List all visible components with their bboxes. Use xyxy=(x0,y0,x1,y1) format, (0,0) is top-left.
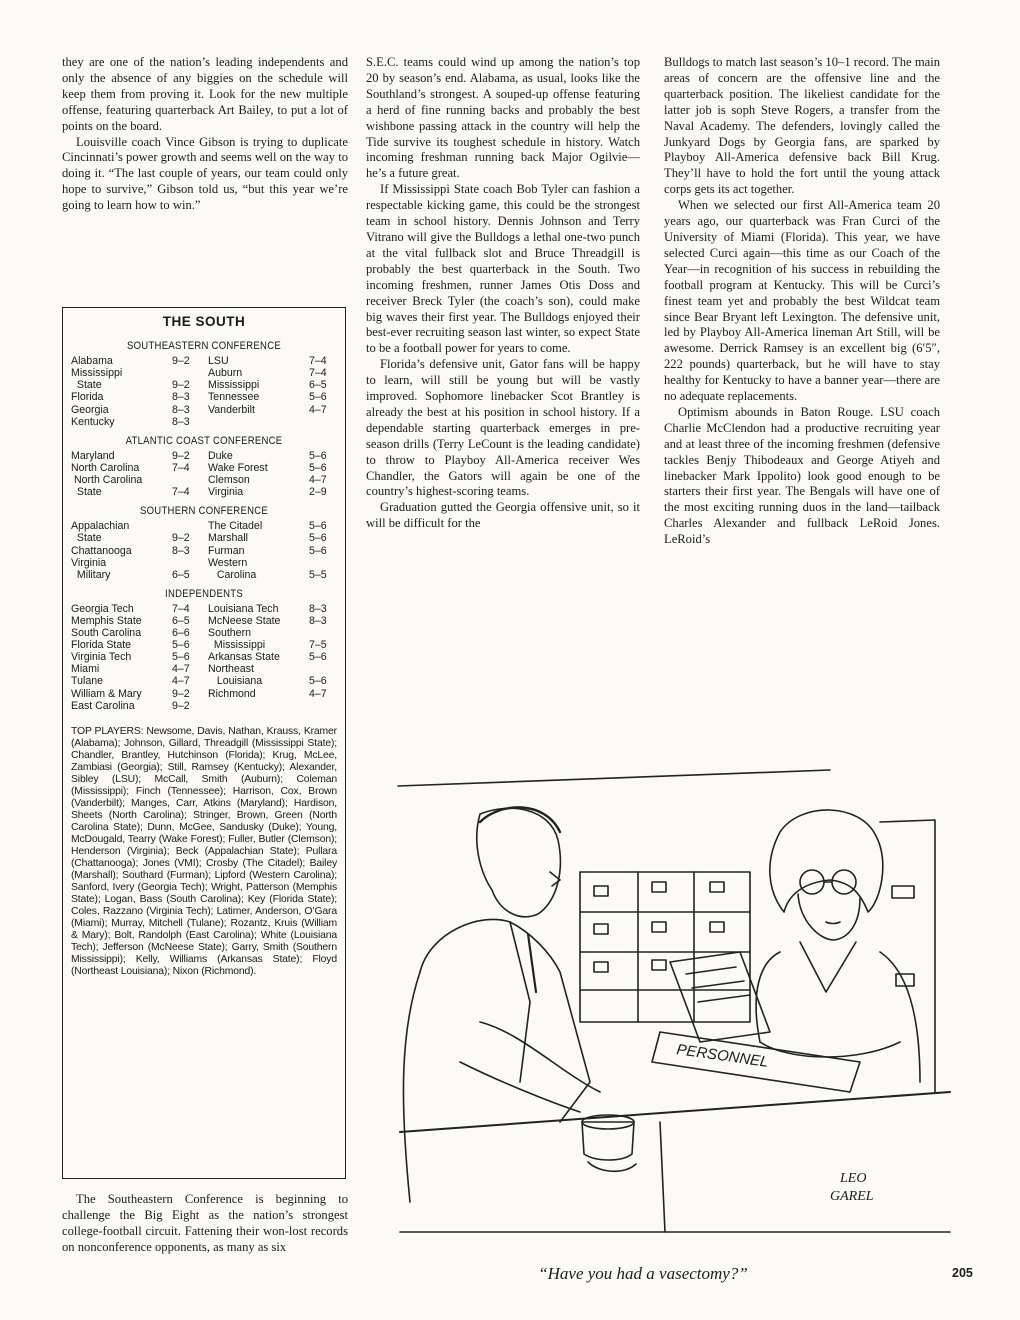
top-players: TOP PLAYERS: Newsome, Davis, Nathan, Krauss, Kramer (Alabama); Johnson, Gillard, Threadgill (Mississippi State); Chandler, Brantley, Hutchinson (Florida); Krug, McLee, Zambiasi (Georgia); Still, Ramsey (Kentucky); Alexander, Sibley (LSU); McCall, Smith (Auburn); Coleman (Mississippi); Finch (Tennessee); Harrison, Cox, Brown (Vanderbilt); Manges, Carr, Atkins (Maryland); Hardison, Sheets (North Carolina); Stringer, Brown, Green (North Carolina State); Dunn, McGee, Sandusky (Duke); Young, McDougald, Tearry (Wake Forest); Fuller, Butler (Clemson); Henderson (Virginia); Beck (Appalachian State); Pullara (Chattanooga); Jones (VMI); Crosby (The Citadel); Bailey (Marshall); Southard (Furman); Lipford (Western Carolina); Sanford, Ivery (Georgia Tech); Wright, Patterson (Memphis State); Logan, Bass (South Carolina); Key (Florida State); Coles, Razzano (Virginia Tech); Latimer, Anderson, O’Gara (Miami); Murray, Mitchell (Tulane); Rozantz, Kruis (William & Mary); Bolt, Randolph (East Carolina); White (Louisiana Tech); Jefferson (McNeese State); Garry, Smith (Southern Mississippi); Kelly, Williams (Arkansas State); Floyd (Northeast Louisiana); Nixon (Richmond). xyxy=(71,725,337,977)
standings-row xyxy=(208,615,337,627)
team-record: 5–6 xyxy=(309,544,327,557)
team-record xyxy=(309,663,337,675)
standings-row xyxy=(71,675,200,687)
standings-row xyxy=(71,569,200,581)
team-record xyxy=(172,557,200,569)
paragraph: The Southeastern Conference is beginning to challenge the Big Eight as the nation’s strongest college-football circuit. Fattening their won-lost records on nonconference opponents, as many as six xyxy=(62,1192,348,1254)
team-record: 8–3 xyxy=(309,602,327,615)
team-name: LSU xyxy=(208,355,229,368)
team-name: Carolina xyxy=(208,568,257,581)
team-record: 5–6 xyxy=(309,461,327,474)
team-name: Louisiana Tech xyxy=(208,602,279,615)
team-record: 6–6 xyxy=(172,627,190,640)
team-name: Florida xyxy=(71,391,104,404)
standings-row xyxy=(71,700,200,712)
team-name: Appalachian xyxy=(71,520,130,533)
standings-row xyxy=(208,486,337,498)
standings-row xyxy=(208,367,337,379)
standings-column-right xyxy=(208,450,337,498)
standings-row xyxy=(71,627,200,639)
standings-table xyxy=(71,520,337,580)
standings-column-left xyxy=(71,603,200,712)
team-record: 6–5 xyxy=(172,568,190,581)
standings-row xyxy=(71,545,200,557)
standings-row xyxy=(208,520,337,532)
team-record: 5–6 xyxy=(309,651,327,664)
team-record xyxy=(172,367,200,379)
team-name: Mississippi xyxy=(71,367,123,380)
standings-row xyxy=(71,688,200,700)
team-name: Florida State xyxy=(71,639,132,652)
standings-row xyxy=(208,450,337,462)
team-record: 9–2 xyxy=(172,355,190,368)
team-record: 8–3 xyxy=(172,415,190,428)
team-name: North Carolina xyxy=(71,474,143,487)
team-record xyxy=(172,520,200,532)
team-name: Georgia xyxy=(71,403,109,416)
team-name: Miami xyxy=(71,663,100,676)
team-name: Military xyxy=(71,568,111,581)
conference-name: ATLANTIC COAST CONFERENCE xyxy=(125,434,283,447)
team-name: East Carolina xyxy=(71,699,135,712)
team-record: 2–9 xyxy=(309,486,327,499)
standings-row xyxy=(208,391,337,403)
standings-row xyxy=(71,557,200,569)
team-name: State xyxy=(71,532,102,545)
standings-row xyxy=(208,355,337,367)
team-record: 9–2 xyxy=(172,449,190,462)
standings-column-right xyxy=(208,603,337,712)
team-record: 9–2 xyxy=(172,532,190,545)
paragraph: Louisville coach Vince Gibson is trying to duplicate Cincinnati’s power growth and seems well on the way to doing it. “The last couple of years, our team could only hope to survive,” Gibson told us, “but this year we’re going to learn how to win.” xyxy=(62,134,348,213)
team-name: Auburn xyxy=(208,367,243,380)
team-name: Vanderbilt xyxy=(208,403,255,416)
team-name: Mississippi xyxy=(208,639,266,652)
column-2 xyxy=(366,55,640,532)
standings-row xyxy=(71,474,200,486)
standings-row xyxy=(71,355,200,367)
cartoon-illustration xyxy=(360,762,956,1262)
team-record xyxy=(309,627,337,639)
team-record: 4–7 xyxy=(172,663,190,676)
paragraph: Optimism abounds in Baton Rouge. LSU coach Charlie McClendon had a productive recruiting year and at least three of the incoming freshmen (defensive tackles Benjy Thibodeaux and George Atiyeh and linebacker Mark Ippolito) look good enough to be starters their first year. The Bengals will have one of the most exciting running duos in the land—tailback Charles Alexander and fullback LeRoid Jones. LeRoid’s xyxy=(664,404,940,547)
page-number: 205 xyxy=(952,1266,973,1280)
conference-name: INDEPENDENTS xyxy=(165,587,243,600)
conference-name: SOUTHEASTERN CONFERENCE xyxy=(126,340,282,353)
team-name: State xyxy=(71,486,102,499)
team-name: Duke xyxy=(208,449,233,462)
standings-row xyxy=(71,450,200,462)
standings-row xyxy=(71,520,200,532)
standings-column-right xyxy=(208,355,337,428)
the-south-sidebar xyxy=(62,307,346,1179)
standings-row xyxy=(208,474,337,486)
team-name: Tennessee xyxy=(208,391,260,404)
standings-column-left xyxy=(71,355,200,428)
team-record: 5–6 xyxy=(172,651,190,664)
team-name: Marshall xyxy=(208,532,249,545)
team-name: Maryland xyxy=(71,449,115,462)
paragraph: S.E.C. teams could wind up among the nation’s top 20 by season’s end. Alabama, as usual, looks like the Southland’s strongest. A souped-up offense featuring a herd of fine running backs and probably the best wishbone passing attack in the country will help the Tide survive its toughest schedule in history. Watch incoming freshman running back Major Ogilvie—he’s a future great. xyxy=(366,55,640,181)
team-record: 5–6 xyxy=(309,449,327,462)
team-name: Memphis State xyxy=(71,614,142,627)
team-name: Western xyxy=(208,556,248,569)
standings-row xyxy=(71,379,200,391)
conference-standings xyxy=(71,340,337,712)
standings-row xyxy=(208,627,337,639)
standings-column-left xyxy=(71,450,200,498)
team-name: Northeast xyxy=(208,663,254,676)
team-record: 9–2 xyxy=(172,379,190,392)
standings-table xyxy=(71,603,337,712)
paragraph: When we selected our first All-America team 20 years ago, our quarterback was Fran Curci of the University of Miami (Florida). This year, we have selected Curci again—this time as our Coach of the Year—in recognition of his success in rebuilding the football program at Kentucky. This will be Curci’s finest team yet and probably the best Wildcat team since Bear Bryant left Lexington. The defensive unit, led by Playboy All-America lineman Art Still, will be awesome. Derrick Ramsey is an excellent big (6′5″, 222 pounds) quarterback, but he will have to stay healthy for Kentucky to have a banner year—there are no adequate replacements. xyxy=(664,198,940,404)
team-record: 4–7 xyxy=(309,474,327,487)
team-name: William & Mary xyxy=(71,687,142,700)
team-name: North Carolina xyxy=(71,461,140,474)
box-title: THE SOUTH xyxy=(162,314,246,329)
standings-row xyxy=(71,367,200,379)
conference-name: SOUTHERN CONFERENCE xyxy=(139,505,269,518)
team-record: 9–2 xyxy=(172,699,190,712)
team-record: 8–3 xyxy=(172,403,190,416)
cartoon-caption: “Have you had a vasectomy?” xyxy=(538,1264,748,1283)
team-record: 5–6 xyxy=(172,639,190,652)
standings-row xyxy=(208,639,337,651)
standings-row xyxy=(208,688,337,700)
team-record xyxy=(309,557,337,569)
team-name: Kentucky xyxy=(71,415,115,428)
team-record xyxy=(172,474,200,486)
team-name: Arkansas State xyxy=(208,651,280,664)
standings-row xyxy=(208,557,337,569)
team-name: Virginia Tech xyxy=(71,651,132,664)
standings-row xyxy=(208,545,337,557)
team-name: South Carolina xyxy=(71,627,142,640)
standings-row xyxy=(208,675,337,687)
team-record: 4–7 xyxy=(309,403,327,416)
standings-row xyxy=(71,404,200,416)
team-record: 4–7 xyxy=(172,675,190,688)
team-record: 7–4 xyxy=(309,355,327,368)
team-name: Tulane xyxy=(71,675,103,688)
team-record: 4–7 xyxy=(309,687,327,700)
standings-table xyxy=(71,450,337,498)
standings-row xyxy=(71,639,200,651)
team-record: 8–3 xyxy=(172,391,190,404)
team-name: McNeese State xyxy=(208,614,281,627)
team-name: Louisiana xyxy=(208,675,263,688)
team-record: 7–5 xyxy=(309,639,327,652)
team-name: Virginia xyxy=(208,486,244,499)
team-name: Alabama xyxy=(71,355,113,368)
team-record: 5–5 xyxy=(309,568,327,581)
paragraph: Bulldogs to match last season’s 10–1 record. The main areas of concern are the offensive line and the quarterback position. The likeliest candidate for the latter job is soph Steve Rogers, a transfer from the Naval Academy. The defenders, lovingly called the Junkyard Dogs by Georgia fans, are sparked by Playboy All-America defensive back Bill Krug. They’ll have to hold the fort until the young attack corps gets its act together. xyxy=(664,55,940,197)
column-1-top xyxy=(62,55,348,214)
standings-row xyxy=(71,416,200,428)
standings-row xyxy=(71,663,200,675)
team-name: Wake Forest xyxy=(208,461,268,474)
team-record: 5–6 xyxy=(309,532,327,545)
standings-row xyxy=(208,404,337,416)
standings-table xyxy=(71,355,337,428)
team-name: Clemson xyxy=(208,474,250,487)
standings-row xyxy=(71,615,200,627)
standings-row xyxy=(71,651,200,663)
team-record: 5–6 xyxy=(309,391,327,404)
standings-row xyxy=(208,663,337,675)
paragraph: they are one of the nation’s leading independents and only the absence of any biggies on the schedule will keep them from proving it. Look for the new multiple offense, featuring quarterback Art Bailey, to put a lot of points on the board. xyxy=(62,55,348,133)
standings-column-right xyxy=(208,520,337,580)
team-record: 8–3 xyxy=(309,614,327,627)
standings-column-left xyxy=(71,520,200,580)
team-name: Southern xyxy=(208,627,251,640)
team-name: Richmond xyxy=(208,687,256,700)
standings-row xyxy=(208,379,337,391)
paragraph: If Mississippi State coach Bob Tyler can fashion a respectable kicking game, this could be the strongest team in school history. Dennis Johnson and Terry Vitrano will give the Bulldogs a lethal one-two punch at the vital fullback slot and Bruce Threadgill is probably the best quarterback in the South. Two incoming freshmen, runner James Otis Doss and receiver Breck Tyler (the coach’s son), could make big waves their first year. The Bulldogs enjoyed their best-ever recruiting season last winter, so expect State to be a football power for years to come. xyxy=(366,182,640,356)
signature-line-2: GAREL xyxy=(830,1189,874,1204)
team-name: Furman xyxy=(208,544,245,557)
standings-row xyxy=(71,486,200,498)
team-record: 5–6 xyxy=(309,520,327,533)
column-1-bottom xyxy=(62,1192,348,1256)
column-3 xyxy=(664,55,940,548)
team-name: Mississippi xyxy=(208,379,260,392)
standings-row xyxy=(71,391,200,403)
standings-row xyxy=(208,569,337,581)
team-record: 7–4 xyxy=(172,461,190,474)
standings-row xyxy=(71,462,200,474)
paragraph: Graduation gutted the Georgia offensive unit, so it will be difficult for the xyxy=(366,500,640,531)
team-name: Georgia Tech xyxy=(71,602,134,615)
team-record: 8–3 xyxy=(172,544,190,557)
paragraph: Florida’s defensive unit, Gator fans will be happy to learn, will still be young but will be vastly improved. Sophomore linebacker Scot Brantley is already the best at his position in school history. If a dependable starting quarterback emerges in pre-season drills (Terry LeCount is the leading candidate) to throw to Playboy All-America receiver Wes Chandler, the Gators will again be one of the country’s highest-scoring teams. xyxy=(366,357,640,499)
standings-row xyxy=(71,532,200,544)
standings-row xyxy=(208,651,337,663)
team-record: 6–5 xyxy=(309,379,327,392)
team-record: 5–6 xyxy=(309,675,327,688)
signature-line-1: LEO xyxy=(840,1171,867,1186)
team-name: Virginia xyxy=(71,556,107,569)
standings-row xyxy=(208,462,337,474)
personnel-sign: PERSONNEL xyxy=(675,1041,770,1071)
team-record: 7–4 xyxy=(172,486,190,499)
standings-row xyxy=(208,603,337,615)
team-record: 7–4 xyxy=(172,602,190,615)
team-record: 7–4 xyxy=(309,367,327,380)
standings-row xyxy=(208,532,337,544)
team-name: The Citadel xyxy=(208,520,263,533)
team-name: State xyxy=(71,379,102,392)
team-name: Chattanooga xyxy=(71,544,132,557)
team-record: 6–5 xyxy=(172,614,190,627)
standings-row xyxy=(71,603,200,615)
team-record: 9–2 xyxy=(172,687,190,700)
